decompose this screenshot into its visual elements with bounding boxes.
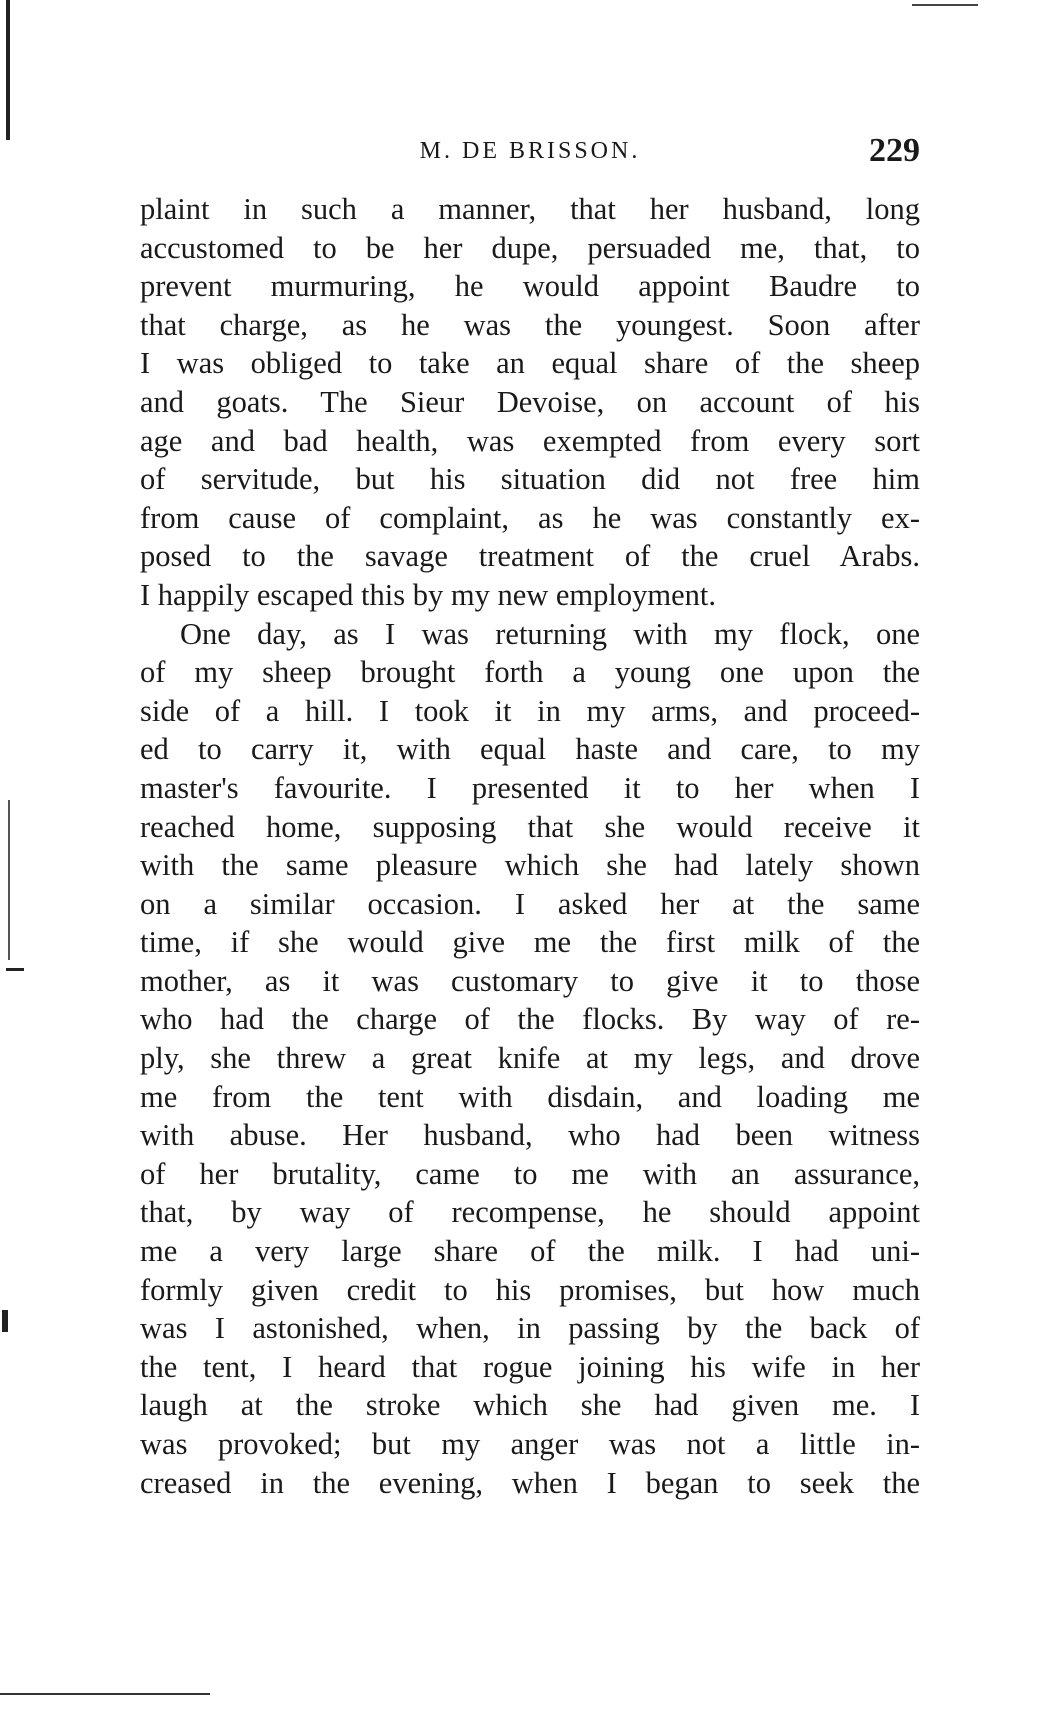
top-right-scan-mark bbox=[912, 4, 978, 6]
page-header bbox=[140, 132, 920, 178]
left-margin-scan-mark bbox=[8, 800, 10, 960]
text-line: plaint in such a manner, that her husband, long bbox=[140, 192, 920, 226]
text-line: of her brutality, came to me with an assurance, bbox=[140, 1156, 920, 1191]
text-line: accustomed to be her dupe, persuaded me, that, to bbox=[140, 230, 920, 265]
text-line: ed to carry it, with equal haste and care, to my bbox=[140, 732, 920, 767]
bottom-scan-mark bbox=[0, 1693, 210, 1695]
page-number: 229 bbox=[869, 132, 920, 169]
text-line: who had the charge of the flocks. By way of re- bbox=[140, 1002, 920, 1037]
left-margin-scan-mark bbox=[6, 968, 24, 971]
text-line: with abuse. Her husband, who had been witness bbox=[140, 1118, 920, 1153]
left-margin-scan-mark bbox=[2, 1310, 8, 1332]
text-line: was provoked; but my anger was not a little in- bbox=[140, 1427, 920, 1461]
running-title: M. DE BRISSON. bbox=[419, 138, 641, 164]
text-line: was I astonished, when, in passing by the back of bbox=[140, 1311, 920, 1346]
text-line: of servitude, but his situation did not free him bbox=[140, 462, 920, 497]
text-line: and goats. The Sieur Devoise, on account of his bbox=[140, 384, 920, 419]
text-line: me from the tent with disdain, and loading me bbox=[140, 1079, 920, 1114]
text-line: mother, as it was customary to give it to those bbox=[140, 963, 920, 998]
text-line: formly given credit to his promises, but how much bbox=[140, 1272, 920, 1307]
text-line: creased in the evening, when I began to seek the bbox=[140, 1465, 920, 1500]
text-line: One day, as I was returning with my flock, one bbox=[180, 616, 920, 651]
text-line: I happily escaped this by my new employment. bbox=[140, 577, 716, 612]
text-line: reached home, supposing that she would receive it bbox=[140, 809, 920, 844]
text-line: master's favourite. I presented it to her when I bbox=[140, 770, 920, 805]
text-line: prevent murmuring, he would appoint Baudre to bbox=[140, 269, 920, 304]
text-line: posed to the savage treatment of the cruel Arabs. bbox=[140, 539, 920, 574]
text-line: me a very large share of the milk. I had uni- bbox=[140, 1234, 920, 1269]
text-line: time, if she would give me the first milk of the bbox=[140, 925, 920, 960]
text-line: age and bad health, was exempted from every sort bbox=[140, 423, 920, 458]
text-line: side of a hill. I took it in my arms, and proceed- bbox=[140, 693, 920, 728]
text-line: of my sheep brought forth a young one upon the bbox=[140, 655, 920, 690]
text-line: the tent, I heard that rogue joining his wife in her bbox=[140, 1349, 920, 1384]
text-line: that charge, as he was the youngest. Soon after bbox=[140, 307, 920, 342]
text-line: that, by way of recompense, he should appoint bbox=[140, 1195, 920, 1230]
text-line: I was obliged to take an equal share of the sheep bbox=[140, 346, 920, 381]
text-line: on a similar occasion. I asked her at the same bbox=[140, 886, 920, 921]
text-line: laugh at the stroke which she had given me. I bbox=[140, 1388, 920, 1423]
text-line: ply, she threw a great knife at my legs, and drove bbox=[140, 1041, 920, 1076]
left-margin-scan-mark bbox=[6, 0, 10, 140]
body-text bbox=[140, 190, 920, 1502]
text-line: with the same pleasure which she had lately shown bbox=[140, 848, 920, 883]
text-line: from cause of complaint, as he was constantly ex- bbox=[140, 500, 920, 535]
